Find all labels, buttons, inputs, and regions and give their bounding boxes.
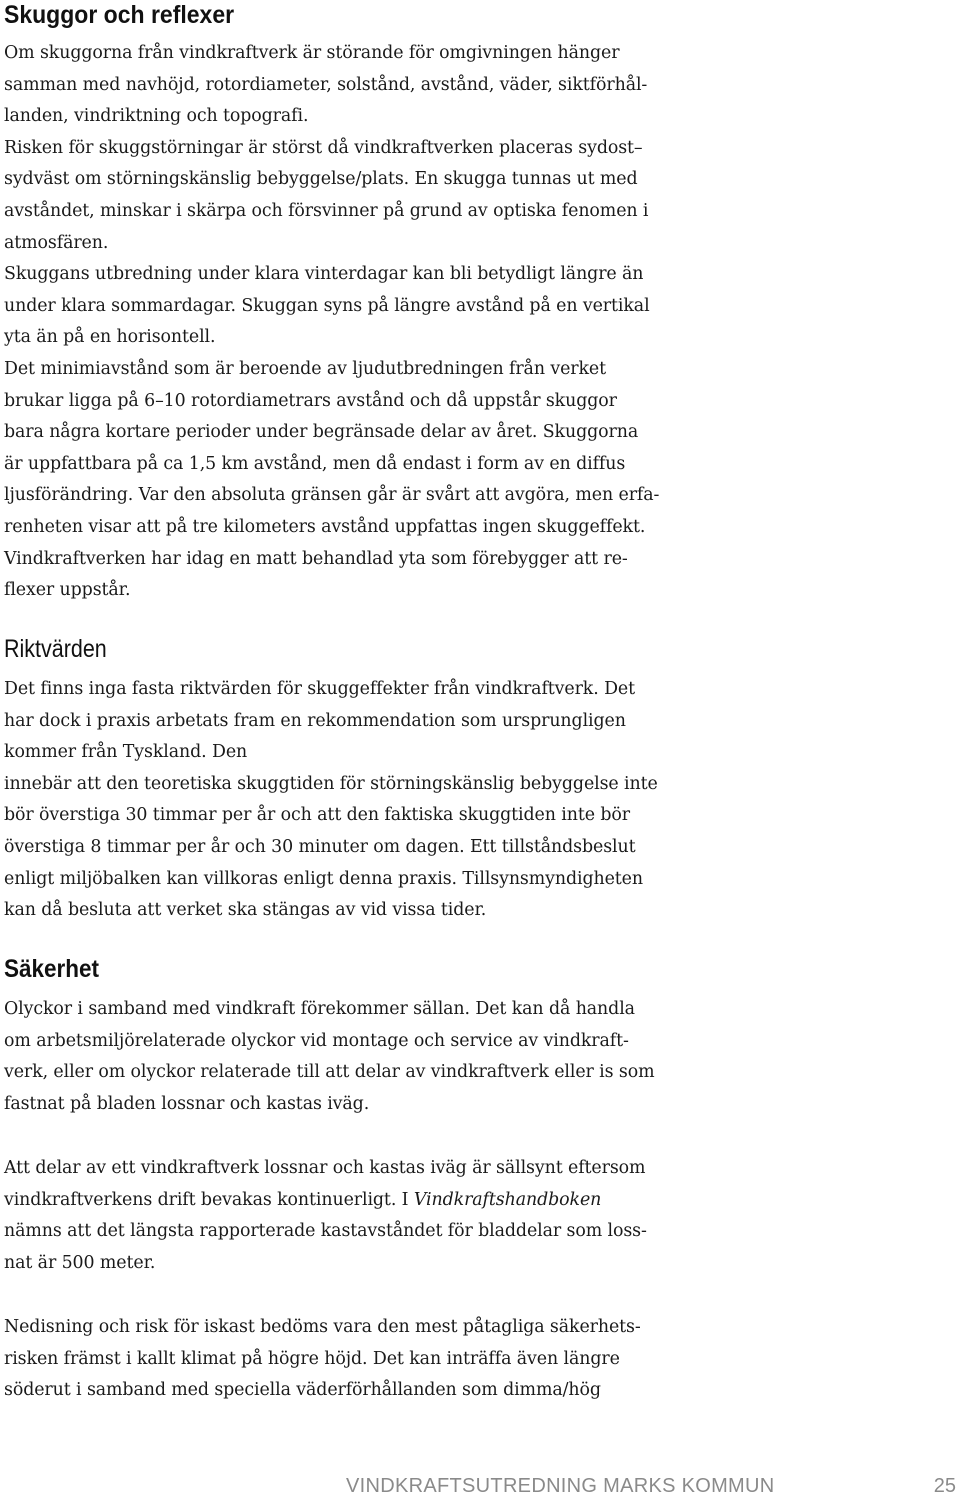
text-line: landen, vindriktning och topografi.	[4, 106, 309, 127]
text-line: yta än på en horisontell.	[4, 327, 216, 348]
text-line: kan då besluta att verket ska stängas av vid vissa tider.	[4, 900, 487, 921]
text-line: ljusförändring. Var den absoluta gränsen går är svårt att avgöra, men erfa-	[4, 485, 660, 506]
text-line: brukar ligga på 6–10 rotordiametrars avstånd och då uppstår skuggor	[4, 390, 617, 411]
text-line: fastnat på bladen lossnar och kastas iväg.	[4, 1093, 370, 1114]
text-line: innebär att den teoretiska skuggtiden för störningskänslig bebyggelse inte	[4, 773, 658, 794]
text-line: kommer från Tyskland. Den	[4, 742, 248, 763]
text-line: Skuggans utbredning under klara vinterdagar kan bli betydligt längre än	[4, 264, 644, 285]
text-line: atmosfären.	[4, 232, 109, 253]
text-line: enligt miljöbalken kan villkoras enligt denna praxis. Tillsynsmyndigheten	[4, 868, 643, 889]
text-line: sydväst om störningskänslig bebyggelse/plats. En skugga tunnas ut med	[4, 169, 638, 190]
text-line: Att delar av ett vindkraftverk lossnar och kastas iväg är sällsynt eftersom	[4, 1158, 646, 1178]
text-line: flexer uppstår.	[4, 580, 131, 601]
footer-title: VINDKRAFTSUTREDNING MARKS KOMMUN	[346, 1475, 775, 1497]
text-line: bör överstiga 30 timmar per år och att den faktiska skuggtiden inte bör	[4, 805, 630, 826]
text-line: bara några kortare perioder under begränsade delar av året. Skuggorna	[4, 422, 639, 443]
text-line: Det minimiavstånd som är beroende av ljudutbredningen från verket	[4, 358, 607, 379]
heading-sakerhet: Säkerhet	[4, 955, 100, 983]
text-line: nat är 500 meter.	[4, 1252, 156, 1273]
text-line: Nedisning och risk för iskast bedöms vara den mest påtagliga säkerhets-	[4, 1317, 641, 1337]
text-line: samman med navhöjd, rotordiameter, solstånd, avstånd, väder, siktförhål-	[4, 74, 648, 95]
text-segment: vindkraftverkens drift bevakas kontinuerligt. I	[4, 1189, 414, 1210]
text-line: Vindkraftverken har idag en matt behandlad yta som förebygger att re-	[4, 548, 628, 569]
heading-skuggor: Skuggor och reflexer	[4, 1, 235, 29]
paragraph-riktvarden	[4, 674, 944, 927]
text-line: har dock i praxis arbetats fram en rekommendation som ursprungligen	[4, 710, 626, 731]
text-line: är uppfattbara på ca 1,5 km avstånd, men då endast i form av en diffus	[4, 453, 626, 474]
text-line: Risken för skuggstörningar är störst då vindkraftverken placeras sydost–	[4, 137, 643, 158]
paragraph-skuggor	[4, 38, 944, 607]
text-line: Olyckor i samband med vindkraft förekommer sällan. Det kan då handla	[4, 999, 635, 1019]
text-line: risken främst i kallt klimat på högre höjd. Det kan inträffa även längre	[4, 1348, 620, 1369]
paragraph-sakerhet-1	[4, 994, 944, 1120]
text-line: Om skuggorna från vindkraftverk är störande för omgivningen hänger	[4, 43, 620, 63]
text-line: renheten visar att på tre kilometers avstånd uppfattas ingen skuggeffekt.	[4, 516, 646, 537]
text-line: Det finns inga fasta riktvärden för skuggeffekter från vindkraftverk. Det	[4, 679, 636, 699]
text-line: överstiga 8 timmar per år och 30 minuter om dagen. Ett tillståndsbeslut	[4, 836, 636, 857]
text-line: om arbetsmiljörelaterade olyckor vid montage och service av vindkraft-	[4, 1030, 629, 1051]
page-number: 25	[933, 1475, 956, 1497]
text-line: verk, eller om olyckor relaterade till att delar av vindkraftverk eller is som	[4, 1062, 655, 1083]
text-line: under klara sommardagar. Skuggan syns på längre avstånd på en vertikal	[4, 295, 650, 316]
text-line: söderut i samband med speciella väderförhållanden som dimma/hög	[4, 1380, 601, 1401]
book-title-emphasis: Vindkraftshandboken	[413, 1189, 602, 1210]
page-footer	[0, 1474, 960, 1498]
text-line	[4, 1185, 944, 1217]
text-line: avståndet, minskar i skärpa och försvinner på grund av optiska fenomen i	[4, 200, 649, 221]
paragraph-sakerhet-2	[4, 1153, 944, 1279]
paragraph-sakerhet-3	[4, 1312, 944, 1407]
text-line: nämns att det längsta rapporterade kastavståndet för bladdelar som loss-	[4, 1221, 647, 1242]
heading-riktvarden: Riktvärden	[4, 635, 107, 663]
